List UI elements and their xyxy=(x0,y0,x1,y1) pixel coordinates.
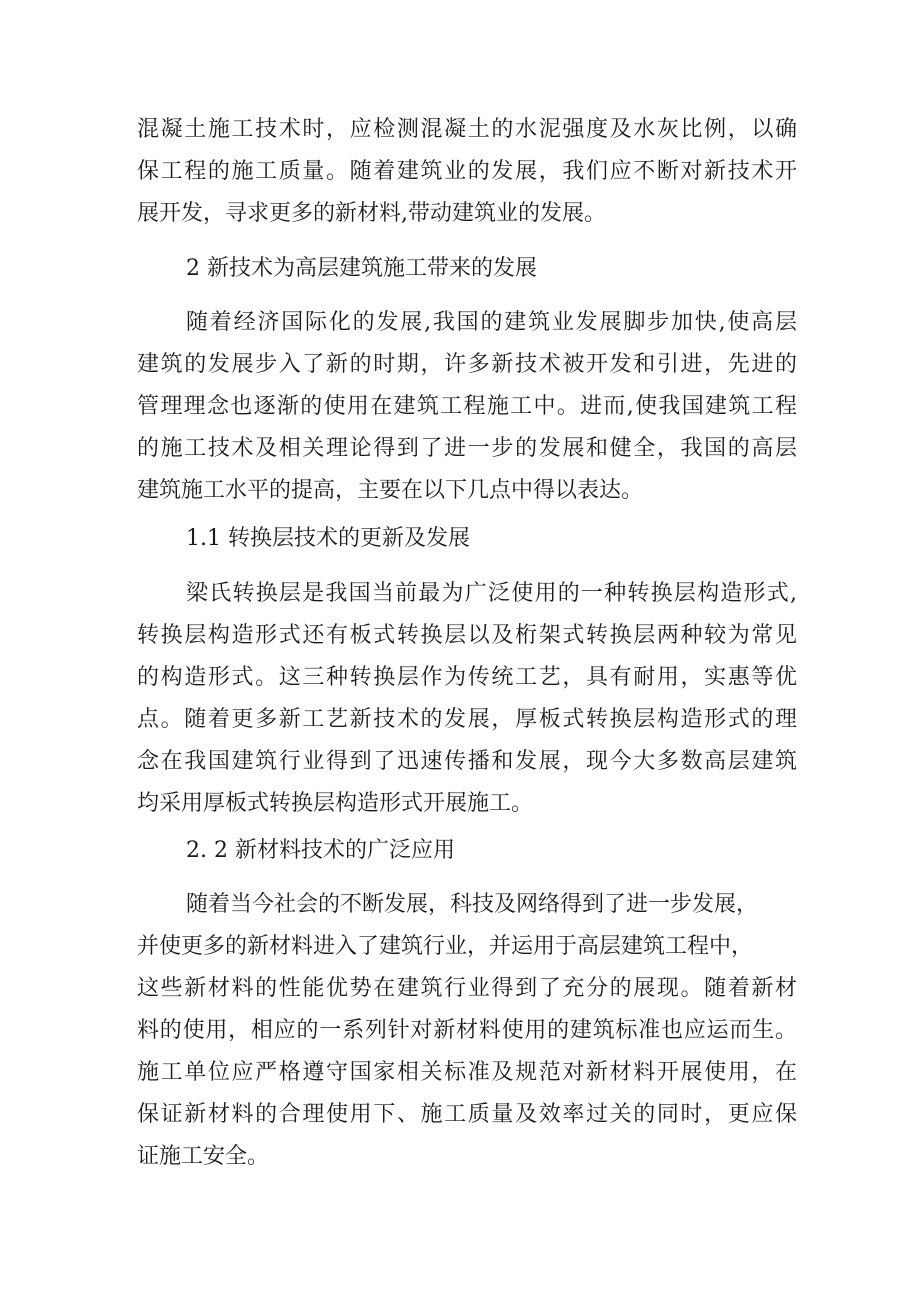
paragraph-line: 这些新材料的性能优势在建筑行业得到了充分的展现。随着新材 xyxy=(137,976,797,1001)
section-heading-2-2: 2. 2 新材料技术的广泛应用 xyxy=(186,838,455,863)
paragraph-line: 建筑施工水平的提高，主要在以下几点中得以表达。 xyxy=(137,478,644,503)
paragraph-line: 施工单位应严格遵守国家相关标准及规范对新材料开展使用，在 xyxy=(137,1060,797,1085)
paragraph-section-1-1 xyxy=(137,573,797,825)
paragraph-line: 均采用厚板式转换层构造形式开展施工。 xyxy=(137,791,534,816)
paragraph-line: 念在我国建筑行业得到了迅速传播和发展，现今大多数高层建筑 xyxy=(137,749,797,774)
paragraph-line: 并使更多的新材料进入了建筑行业，并运用于高层建筑工程中， xyxy=(137,934,754,959)
paragraph-line: 随着当今社会的不断发展，科技及网络得到了进一步发展， xyxy=(186,892,759,917)
paragraph-line: 料的使用，相应的一系列针对新材料使用的建筑标准也应运而生。 xyxy=(137,1018,797,1043)
paragraph-section-2 xyxy=(137,302,797,512)
section-heading-1-1: 1.1 转换层技术的更新及发展 xyxy=(186,526,470,551)
paragraph-line: 展开发，寻求更多的新材料,带动建筑业的发展。 xyxy=(137,201,606,226)
section-heading-2: 2 新技术为高层建筑施工带来的发展 xyxy=(186,256,537,281)
paragraph-line: 点。随着更多新工艺新技术的发展，厚板式转换层构造形式的理 xyxy=(137,707,797,732)
paragraph-line: 建筑的发展步入了新的时期，许多新技术被开发和引进，先进的 xyxy=(137,352,797,377)
paragraph-line: 梁氏转换层是我国当前最为广泛使用的一种转换层构造形式, xyxy=(186,581,797,606)
paragraph-line: 混凝土施工技术时，应检测混凝土的水泥强度及水灰比例，以确 xyxy=(137,117,797,142)
paragraph-line: 证施工安全。 xyxy=(137,1144,270,1169)
paragraph-line: 保证新材料的合理使用下、施工质量及效率过关的同时，更应保 xyxy=(137,1102,797,1127)
paragraph-line: 的施工技术及相关理论得到了进一步的发展和健全，我国的高层 xyxy=(137,436,797,461)
paragraph-line: 保工程的施工质量。随着建筑业的发展，我们应不断对新技术开 xyxy=(137,159,797,184)
paragraph-line: 转换层构造形式还有板式转换层以及桁架式转换层两种较为常见 xyxy=(137,623,797,648)
paragraph-section-2-2 xyxy=(137,884,797,1178)
paragraph-line: 随着经济国际化的发展,我国的建筑业发展脚步加快,使高层 xyxy=(186,310,797,335)
paragraph-line: 的构造形式。这三种转换层作为传统工艺，具有耐用，实惠等优 xyxy=(137,665,797,690)
paragraph-intro xyxy=(137,109,797,235)
paragraph-line: 管理理念也逐渐的使用在建筑工程施工中。进而,使我国建筑工程 xyxy=(137,394,797,419)
